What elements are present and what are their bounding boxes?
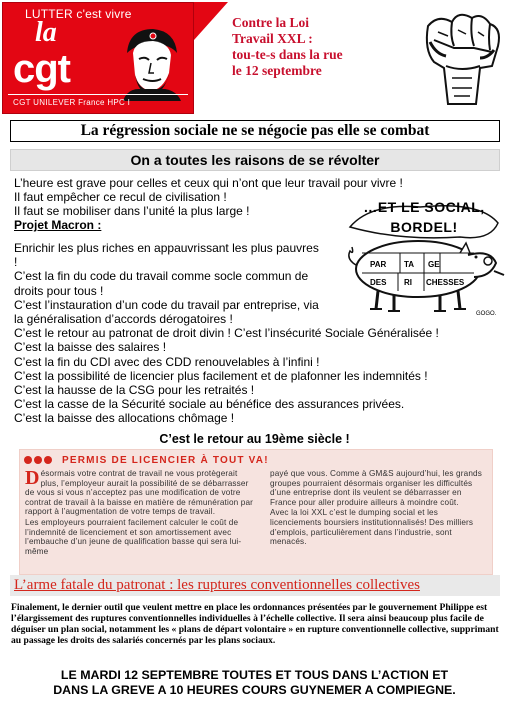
logo-footer: CGT UNILEVER France HPC I: [13, 98, 131, 107]
permis-header: [24, 453, 269, 467]
grievance-list: [14, 241, 504, 426]
regression-banner: La régression sociale ne se négocie pas elle se combat: [10, 120, 500, 142]
headline-line: Travail XXL :: [232, 31, 313, 46]
logo-fold: [194, 2, 228, 40]
headline: [232, 15, 412, 79]
closing-line: LE MARDI 12 SEPTEMBRE TOUTES ET TOUS DANS L’ACTION ET: [60, 668, 449, 682]
headline-line: le 12 septembre: [232, 63, 322, 78]
final-paragraph: Finalement, le dernier outil que veulent mettre en place les ordonnances présentées par le gouvernement Philippe est l’élargissement des ruptures conventionnelles individuelles à l’échelle collective. Il sera ainsi beaucoup plus facile de déguiser un plan social, notamment les « plans de départ volontaire » en rupture conventionnelle collective, supprimant au passage les droits des salariés concernés par les plans sociaux.: [11, 602, 499, 646]
bullet-dot-icon: [24, 456, 32, 464]
headline-line: tou-te-s dans la rue: [232, 47, 343, 62]
permis-text: ésormais votre contrat de travail ne vous protègerait plus, l’employeur aurait la possibilité de se débarrasser de vous si vous n’acceptez pas une modification de votre contrat de travail à la baisse en matière de rémunération par rapport à l’augmentation de votre temps de travail.: [25, 469, 254, 517]
cartoon-signature: GOGO.: [476, 311, 497, 317]
intro-text: [14, 176, 403, 232]
raised-fist-icon: [418, 6, 506, 106]
permis-paragraph: [25, 469, 255, 517]
permis-paragraph: payé que vous. Comme à GM&S aujourd’hui, les grands groupes pourraient désormais organiser les difficultés d’une entreprise dont ils veulent se débarrasser en France pour aller produire ailleurs à moindre coût.: [270, 469, 482, 507]
projet-label: Projet Macron :: [14, 218, 102, 232]
permis-paragraph: Les employeurs pourraient facilement calculer le coût de l’indemnité de licenciement et son amortissement avec l’embauche d’un jeune de qualification basse qui sera lui-même: [25, 517, 242, 556]
cartoon-caption: …ET LE SOCIAL, BORDEL!: [363, 199, 485, 235]
logo-la: la: [35, 17, 57, 48]
headline-line: Contre la Loi: [232, 15, 309, 30]
pig-word: DES: [370, 278, 387, 287]
list-item: C’est la baisse des allocations chômage !: [14, 411, 235, 426]
pig-word: RI: [404, 278, 412, 287]
list-item: C’est le retour au patronat de droit divin ! C’est l’insécurité Sociale Généralisée !: [14, 326, 439, 341]
drop-cap: D: [25, 467, 40, 489]
logo-tagline: LUTTER c'est vivre: [25, 7, 132, 21]
logo-cgt: cgt: [13, 47, 70, 91]
pig-word: CHESSES: [426, 278, 465, 287]
list-item: C’est l’instauration d’un code du travail par entreprise, via la généralisation d’accords dérogatoires !: [14, 297, 319, 327]
pig-word: PAR: [370, 260, 387, 269]
list-item: C’est la hausse de la CSG pour les retraités !: [14, 383, 255, 398]
logo-divider: [8, 94, 188, 95]
bullet-dot-icon: [34, 456, 42, 464]
list-item: C’est la fin du CDI avec des CDD renouvelables à l’infini !: [14, 354, 320, 369]
permis-column-right: [270, 469, 490, 548]
che-portrait-icon: [113, 23, 185, 101]
permis-column-left: [25, 469, 255, 557]
pig-word: TA: [404, 260, 415, 269]
cgt-logo: [2, 2, 194, 114]
intro-line: Il faut se mobiliser dans l’unité la plus large !: [14, 204, 250, 218]
pig-word: GE: [428, 260, 440, 269]
retour-line: C’est le retour au 19ème siècle !: [159, 432, 350, 446]
permis-title: PERMIS DE LICENCIER À TOUT VA!: [62, 454, 269, 466]
intro-line: L’heure est grave pour celles et ceux qui n’ont que leur travail pour vivre !: [14, 176, 403, 190]
permis-paragraph: Avec la loi XXL c’est le dumping social et les licenciements boursiers institutionnalisés! Des milliers d’emplois, particulièrement dans l’industrie, sont menacés.: [270, 508, 474, 547]
intro-line: Il faut empêcher ce recul de civilisation !: [14, 190, 227, 204]
list-item: C’est la casse de la Sécurité sociale au bénéfice des assurances privées.: [14, 397, 405, 412]
revolt-banner: On a toutes les raisons de se révolter: [10, 149, 500, 171]
bullet-dot-icon: [44, 456, 52, 464]
list-item: C’est la possibilité de licencier plus facilement et de plafonner les indemnités !: [14, 368, 428, 383]
list-item: C’est la fin du code du travail comme socle commun de droits pour tous !: [14, 269, 309, 298]
list-item: C’est la baisse des salaires !: [14, 340, 167, 355]
closing-line: DANS LA GREVE A 10 HEURES COURS GUYNEMER A COMPIEGNE.: [53, 683, 456, 697]
list-item: Enrichir les plus riches en appauvrissant les plus pauvres !: [14, 241, 319, 270]
arme-title: L’arme fatale du patronat : les ruptures conventionnelles collectives: [14, 577, 420, 593]
closing-call: [0, 668, 509, 698]
